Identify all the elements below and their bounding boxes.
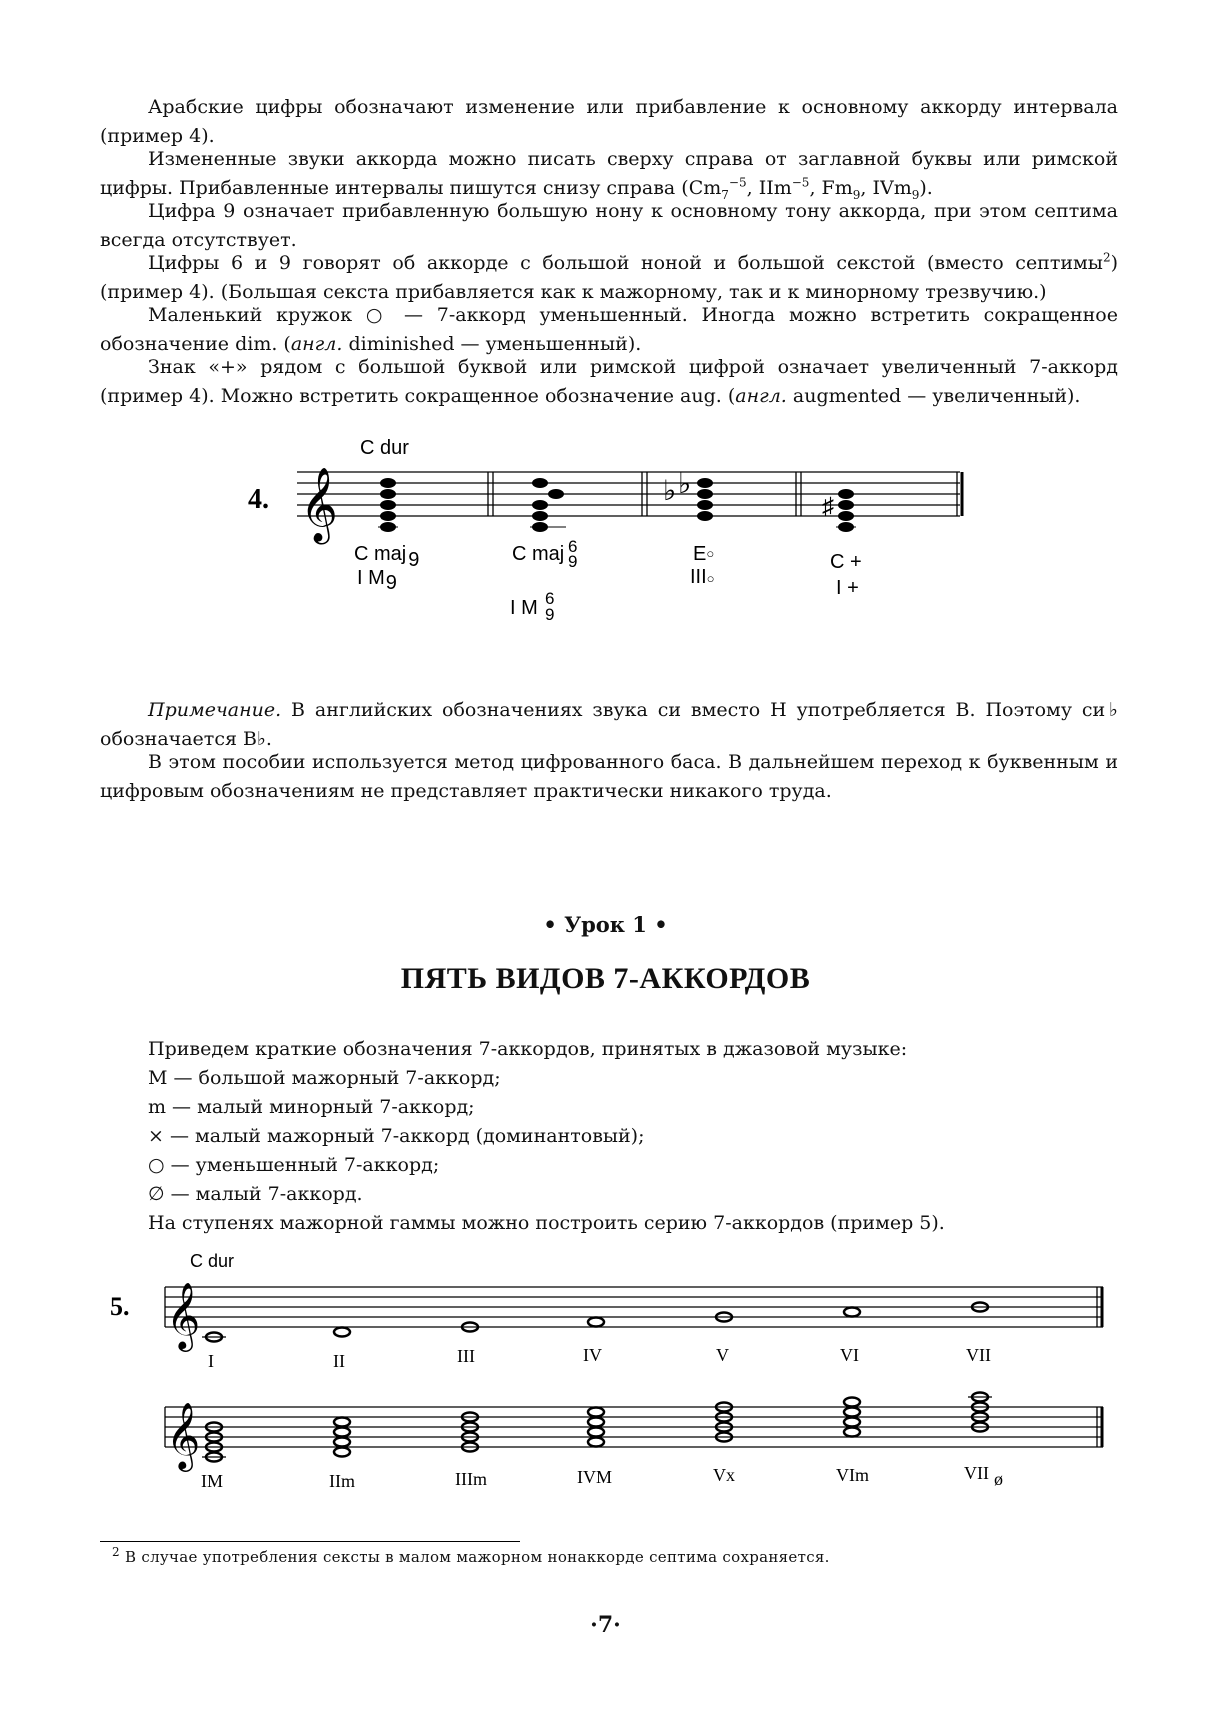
- chord-roman-label: I M: [510, 597, 538, 619]
- sharp-icon: ♯: [822, 494, 834, 520]
- chord-label: IM: [201, 1471, 223, 1491]
- example-number: 4.: [248, 484, 269, 515]
- chord-symbol-list: [148, 1035, 1108, 1238]
- chord-caug-notes: [838, 489, 854, 532]
- figure-label: 6: [545, 589, 555, 608]
- half-diminished-icon: ø: [994, 1469, 1003, 1489]
- paragraph-diminished: Маленький кружок ○ — 7-аккорд уменьшенный. Иногда можно встретить сокращенное обозначение dim. (англ. diminished — уменьшенный).: [100, 304, 1118, 355]
- paragraph-note: Примечание. В английских обозначениях звука си вместо H употребляется B. Поэтому си♭ обозначается B♭.: [100, 699, 1118, 750]
- staff: [165, 1287, 1103, 1327]
- footnote: $^2$ В случае употребления сексты в малом мажорном нонаккорде септима сохраняется.: [112, 1545, 830, 1566]
- scale-degree-label: IV: [583, 1345, 602, 1365]
- paragraph-figured-bass: В этом пособии используется метод цифрованного баса. В дальнейшем переход к буквенным и цифровым обозначениям не представляет практически никакого труда.: [100, 751, 1118, 802]
- treble-clef-icon: 𝄞: [300, 469, 338, 540]
- chord-label: Vx: [713, 1465, 735, 1485]
- scale-degree-label: II: [333, 1351, 345, 1371]
- paragraph-six-nine: Цифры 6 и 9 говорят об аккорде с большой ноной и большой секстой (вместо септимы$^2$) (пример 4). (Большая секста прибавляется как к мажорному, так и к минорному трезвучию.): [100, 250, 1118, 303]
- list-intro: Приведем краткие обозначения 7-аккордов, принятых в джазовой музыке:: [148, 1038, 908, 1060]
- page-number: ·7·: [590, 1612, 621, 1638]
- paragraph-altered-tones: [100, 145, 1118, 203]
- list-item: M — большой мажорный 7-аккорд;: [148, 1067, 501, 1089]
- paragraph-ninth: Цифра 9 означает прибавленную большую нону к основному тону аккорда, при этом септима всегда отсутствует.: [100, 200, 1118, 251]
- lesson-header: • Урок 1 •: [543, 912, 668, 937]
- footnote-divider: [100, 1541, 520, 1542]
- treble-clef-icon: 𝄞: [166, 1283, 201, 1348]
- paragraph-text: Измененные звуки аккорда можно писать сверху справа от заглавной буквы или римской цифры. Прибавленные интервалы пишутся снизу справа: [100, 148, 1118, 199]
- list-item: m — малый минорный 7-аккорд;: [148, 1096, 475, 1118]
- key-label: C dur: [190, 1251, 235, 1271]
- flat-icon: ♭: [663, 476, 677, 507]
- scale-notes: [206, 1303, 988, 1342]
- footnote-reference: 2: [1102, 250, 1111, 265]
- paragraph-arabic-numerals: Арабские цифры обозначают изменение или прибавление к основному аккорду интервала (пример 4).: [100, 96, 1118, 147]
- figure-label: 9: [568, 552, 578, 571]
- treble-clef-icon: 𝄞: [166, 1403, 201, 1468]
- scale-degree-label: V: [716, 1345, 729, 1365]
- chord-label: IVM: [577, 1467, 612, 1487]
- chord-label: VIm: [836, 1465, 869, 1485]
- chord-label: IIIm: [455, 1469, 487, 1489]
- example-number: 5.: [110, 1292, 130, 1321]
- scale-degree-label: I: [208, 1351, 214, 1371]
- chord-letter-label: C maj: [512, 543, 565, 565]
- scale-degree-label: VI: [840, 1345, 859, 1365]
- music-example-4: [0, 430, 1211, 660]
- lesson-title: ПЯТЬ ВИДОВ 7-АККОРДОВ: [400, 962, 811, 995]
- list-outro: На ступенях мажорной гаммы можно построить серию 7-аккордов (пример 5).: [148, 1212, 945, 1234]
- chord-cmaj9-notes: [380, 478, 396, 532]
- flat-icon: ♭: [678, 469, 692, 500]
- chord-letter-label: E○: [693, 543, 715, 565]
- key-label: C dur: [360, 437, 409, 459]
- chord-edim-notes: [697, 478, 713, 521]
- chord-roman-label: III○: [690, 566, 715, 588]
- chord-label: VII: [964, 1463, 989, 1483]
- chord-letter-label: C +: [830, 551, 862, 573]
- staff: [165, 1407, 1103, 1447]
- chord-label: IIm: [329, 1471, 355, 1491]
- list-item: ○ — уменьшенный 7-аккорд;: [148, 1154, 440, 1176]
- list-item: × — малый мажорный 7-аккорд (доминантовый);: [148, 1125, 645, 1147]
- music-example-5: [0, 1245, 1211, 1525]
- chord-letter-label: C maj 9: [354, 543, 420, 571]
- list-item: ∅ — малый 7-аккорд.: [148, 1183, 363, 1205]
- scale-degree-label: III: [457, 1346, 475, 1366]
- figure-label: 9: [545, 605, 555, 624]
- chord-formula: ($Cm_7^{-5}$, IIm$^{-5}$, $Fm_9$, IVm$_9$).: [681, 175, 933, 202]
- paragraph-augmented: Знак «+» рядом с большой буквой или римской цифрой означает увеличенный 7-аккорд (пример 4). Можно встретить сокращенное обозначение aug. (англ. augmented — увеличенный).: [100, 356, 1118, 407]
- scale-degree-label: VII: [966, 1345, 991, 1365]
- figure-label: 6: [568, 537, 578, 556]
- chord-roman-label: I +: [836, 577, 859, 599]
- staff: [297, 472, 962, 516]
- chord-roman-label: I M9: [357, 567, 397, 594]
